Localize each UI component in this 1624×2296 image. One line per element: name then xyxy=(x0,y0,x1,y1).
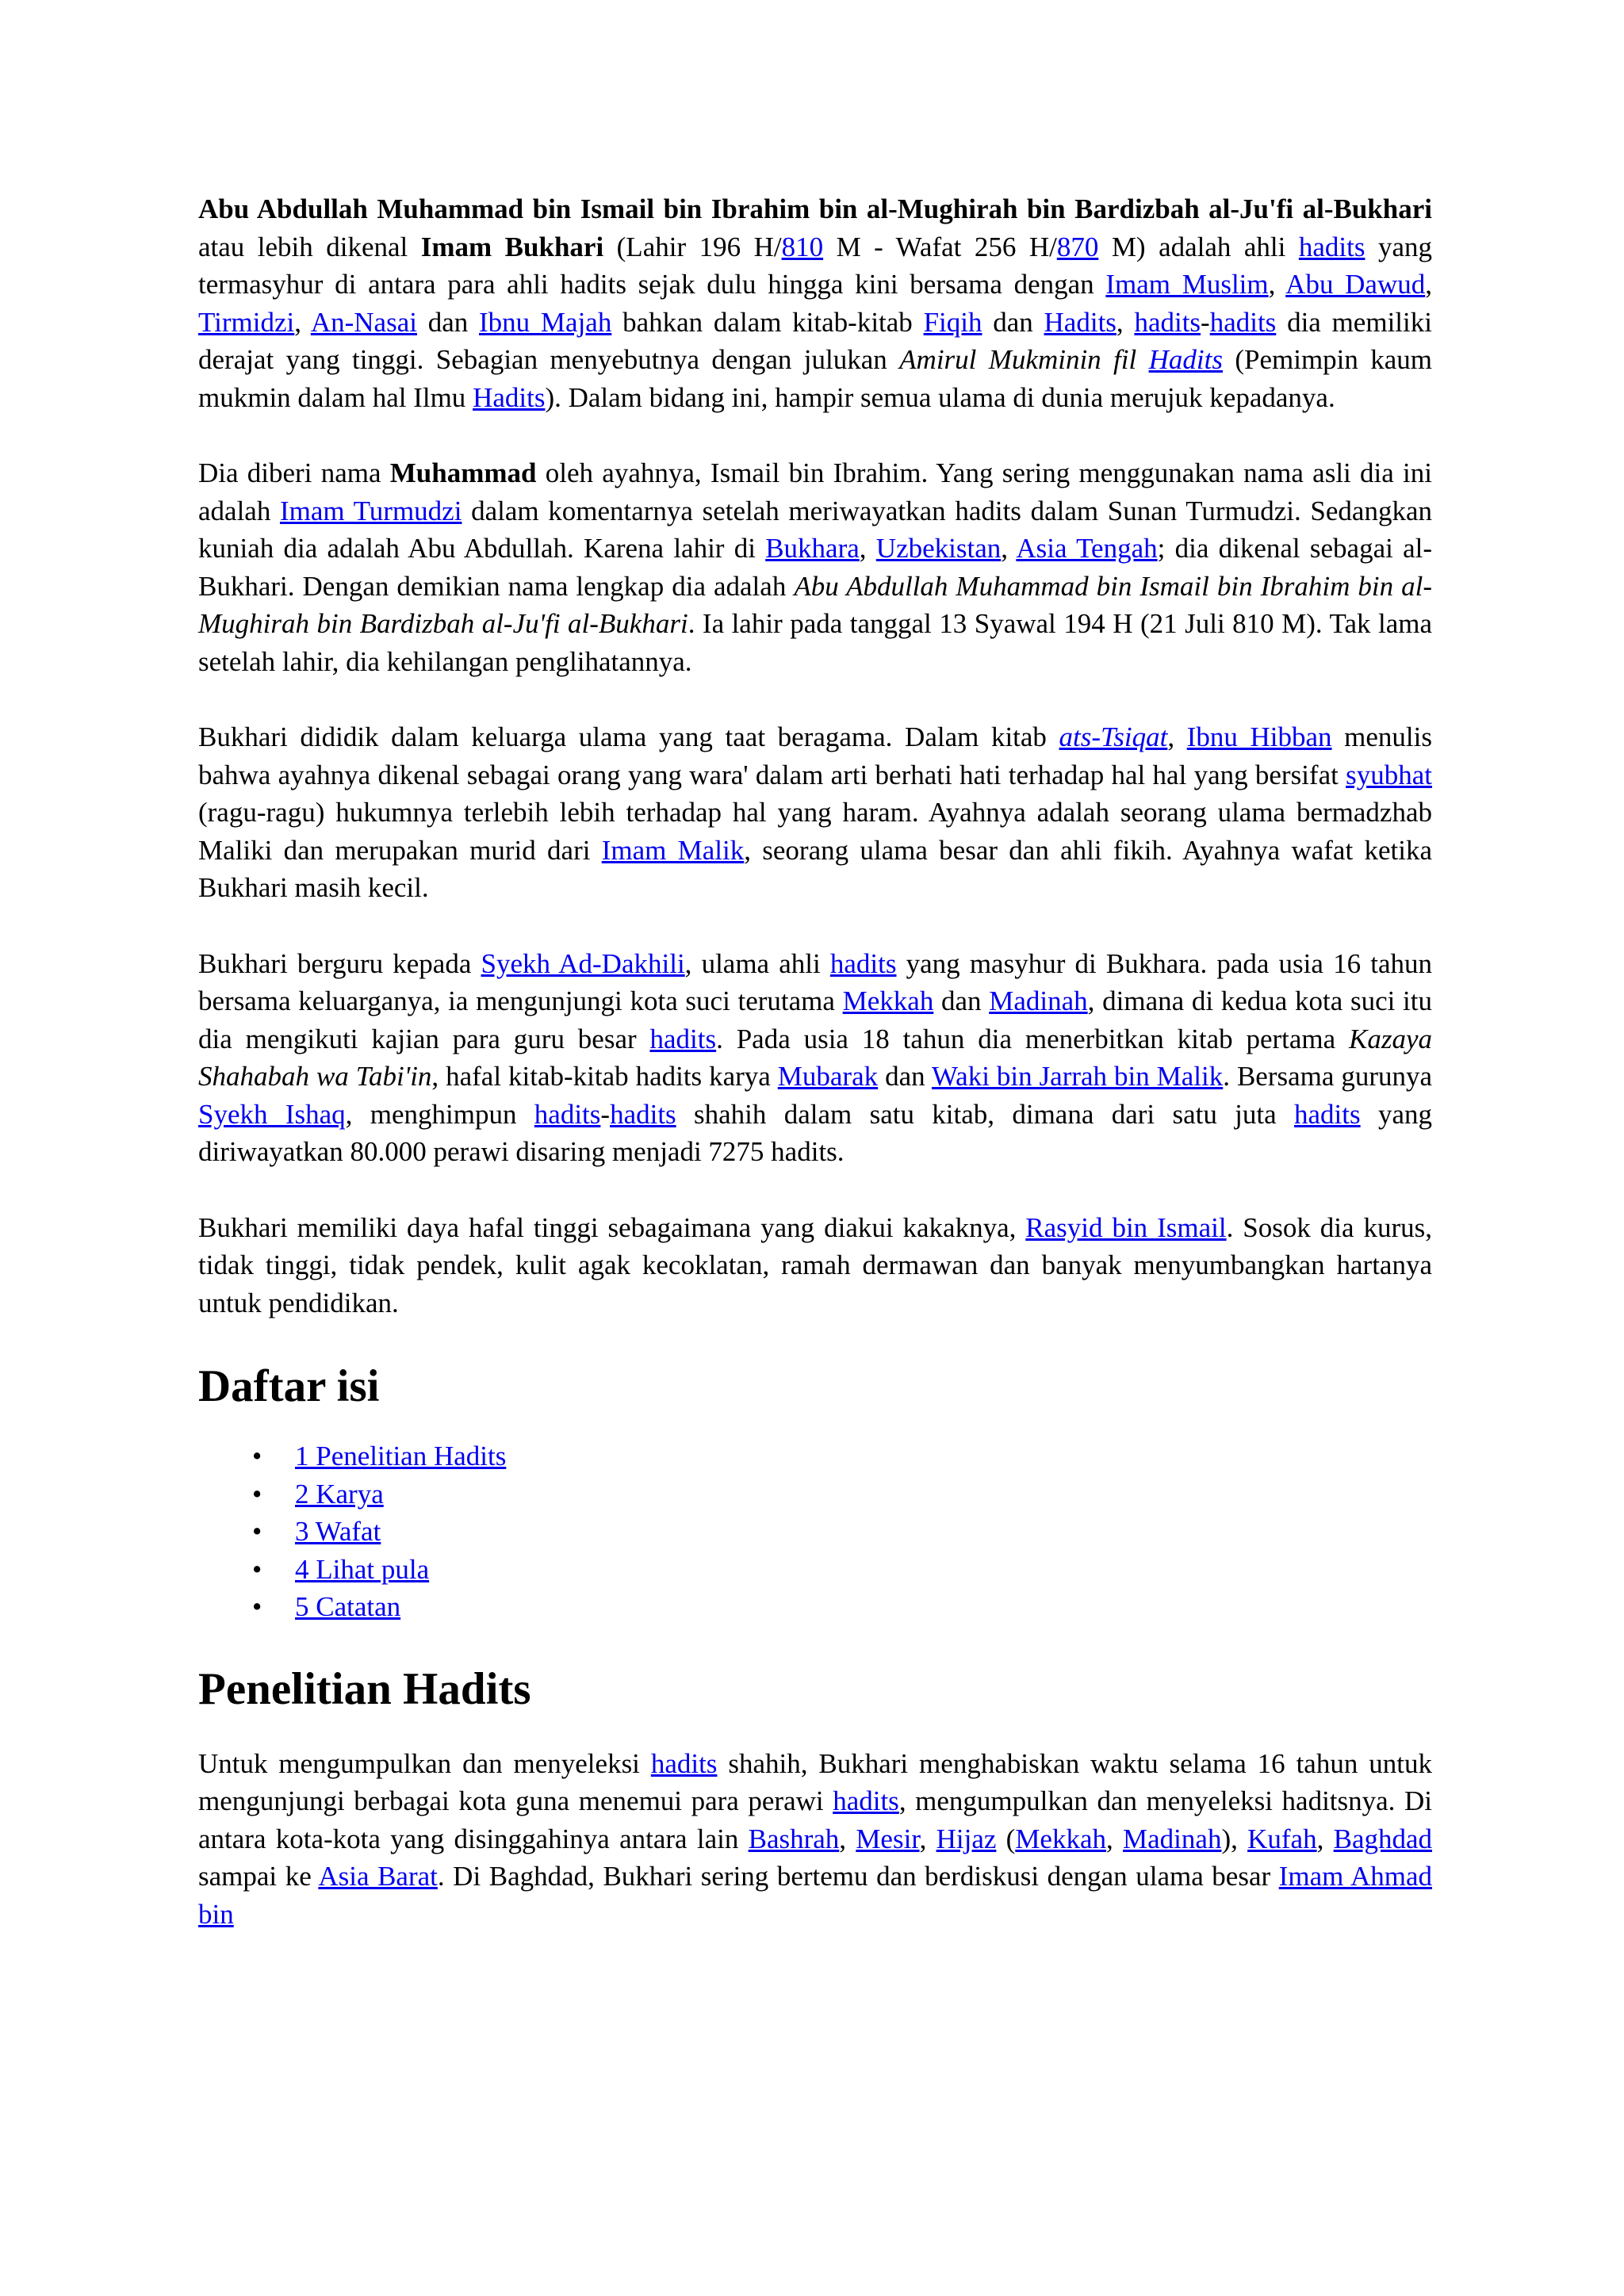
toc-item xyxy=(295,1513,1432,1551)
known-name: Imam Bukhari xyxy=(420,231,604,262)
document-page xyxy=(198,190,1432,1971)
link-ibnu-hibban[interactable]: Ibnu Hibban xyxy=(1186,721,1332,752)
link-hadits[interactable]: Hadits xyxy=(1148,344,1223,375)
link-mekkah[interactable]: Mekkah xyxy=(842,985,934,1016)
link-imam-muslim[interactable]: Imam Muslim xyxy=(1105,269,1269,300)
link-imam-ahmad-bin[interactable]: Imam Ahmad bin xyxy=(198,1861,1432,1930)
link-asia-barat[interactable]: Asia Barat xyxy=(318,1861,438,1892)
toc-link-penelitian-hadits[interactable]: 1 Penelitian Hadits xyxy=(295,1441,507,1471)
link-mekkah[interactable]: Mekkah xyxy=(1015,1823,1107,1854)
toc-list xyxy=(198,1437,1432,1626)
toc-item xyxy=(295,1475,1432,1513)
link-waki-bin-jarrah[interactable]: Waki bin Jarrah bin Malik xyxy=(931,1061,1224,1092)
link-hadits[interactable]: hadits xyxy=(1134,306,1201,338)
toc-link-karya[interactable]: 2 Karya xyxy=(295,1478,384,1510)
research-paragraph: Untuk mengumpulkan dan menyeleksi hadits shahih, Bukhari menghabiskan waktu selama 16 tahun untuk mengunjungi berbagai kota guna menemui para perawi hadits, mengumpulkan dan menyeleksi haditsnya. Di antara kota-kota yang disinggahinya antara lain Bashrah, Mesir, Hijaz (Mekkah, Madinah), Kufah, Baghdad sampai ke Asia Barat. Di Baghdad, Bukhari sering bertemu dan berdiskusi dengan ulama besar Imam Ahmad bin xyxy=(198,1747,1433,1930)
link-mesir[interactable]: Mesir xyxy=(856,1823,920,1854)
link-810[interactable]: 810 xyxy=(781,231,824,262)
link-hadits[interactable]: hadits xyxy=(1294,1098,1361,1130)
toc-item xyxy=(295,1437,1432,1475)
link-syekh-ishaq[interactable]: Syekh Ishaq xyxy=(198,1098,346,1130)
intro-paragraph: Abu Abdullah Muhammad bin Ismail bin Ibrahim bin al-Mughirah bin Bardizbah al-Ju'fi al-Bukhari atau lebih dikenal Imam Bukhari (Lahir 196 H/810 M - Wafat 256 H/870 M) adalah ahli hadits yang termasyhur di antara para ahli hadits sejak dulu hingga kini bersama dengan Imam Muslim, Abu Dawud, Tirmidzi, An-Nasai dan Ibnu Majah bahkan dalam kitab-kitab Fiqih dan Hadits, hadits-hadits dia memiliki derajat yang tinggi. Sebagian menyebutnya dengan julukan Amirul Mukminin fil Hadits (Pemimpin kaum mukmin dalam hal Ilmu Hadits). Dalam bidang ini, hampir semua ulama di dunia merujuk kepadanya. xyxy=(198,193,1433,413)
toc-link-wafat[interactable]: 3 Wafat xyxy=(295,1516,381,1547)
toc-item xyxy=(295,1588,1432,1626)
link-uzbekistan[interactable]: Uzbekistan xyxy=(875,533,1002,564)
link-hadits[interactable]: hadits xyxy=(534,1098,601,1130)
link-bukhara[interactable]: Bukhara xyxy=(765,533,860,564)
link-hadits[interactable]: hadits xyxy=(649,1023,717,1054)
link-syubhat[interactable]: syubhat xyxy=(1346,759,1432,790)
link-ats-tsiqat[interactable]: ats-Tsiqat xyxy=(1059,721,1168,752)
link-870[interactable]: 870 xyxy=(1056,231,1099,262)
link-baghdad[interactable]: Baghdad xyxy=(1333,1823,1433,1854)
link-syekh-ad-dakhili[interactable]: Syekh Ad-Dakhili xyxy=(481,947,685,979)
link-asia-tengah[interactable]: Asia Tengah xyxy=(1016,533,1158,564)
family-paragraph: Bukhari dididik dalam keluarga ulama yang taat beragama. Dalam kitab ats-Tsiqat, Ibnu Hibban menulis bahwa ayahnya dikenal sebagai orang yang wara' dalam arti berhati hati terhadap hal hal yang bersifat syubhat (ragu-ragu) hukumnya terlebih lebih terhadap hal yang haram. Ayahnya adalah seorang ulama bermadzhab Maliki dan merupakan murid dari Imam Malik, seorang ulama besar dan ahli fikih. Ayahnya wafat ketika Bukhari masih kecil. xyxy=(198,721,1433,903)
link-abu-dawud[interactable]: Abu Dawud xyxy=(1285,269,1426,300)
link-fiqih[interactable]: Fiqih xyxy=(923,306,982,338)
link-ibnu-majah[interactable]: Ibnu Majah xyxy=(479,306,612,338)
link-mubarak[interactable]: Mubarak xyxy=(777,1061,879,1092)
link-hadits[interactable]: Hadits xyxy=(1044,306,1116,338)
toc-title: Daftar isi xyxy=(198,1361,380,1411)
toc-link-catatan[interactable]: 5 Catatan xyxy=(295,1591,401,1622)
link-bashrah[interactable]: Bashrah xyxy=(748,1823,840,1854)
toc-item xyxy=(295,1551,1432,1589)
link-hadits[interactable]: hadits xyxy=(833,1785,899,1816)
name-paragraph: Dia diberi nama Muhammad oleh ayahnya, Ismail bin Ibrahim. Yang sering menggunakan nama asli dia ini adalah Imam Turmudzi dalam komentarnya setelah meriwayatkan hadits dalam Sunan Turmudzi. Sedangkan kuniah dia adalah Abu Abdullah. Karena lahir di Bukhara, Uzbekistan, Asia Tengah; dia dikenal sebagai al-Bukhari. Dengan demikian nama lengkap dia adalah Abu Abdullah Muhammad bin Ismail bin Ibrahim bin al-Mughirah bin Bardizbah al-Ju'fi al-Bukhari. Ia lahir pada tanggal 13 Syawal 194 H (21 Juli 810 M). Tak lama setelah lahir, dia kehilangan penglihatannya. xyxy=(198,457,1433,677)
section-title-penelitian-hadits: Penelitian Hadits xyxy=(198,1663,531,1714)
link-rasyid-bin-ismail[interactable]: Rasyid bin Ismail xyxy=(1025,1211,1227,1243)
link-hadits[interactable]: hadits xyxy=(610,1098,676,1130)
full-name: Abu Abdullah Muhammad bin Ismail bin Ibrahim bin al-Mughirah bin Bardizbah al-Ju'fi al-Bukhari xyxy=(198,193,1432,224)
link-hadits[interactable]: hadits xyxy=(650,1747,718,1779)
link-hadits[interactable]: hadits xyxy=(1209,306,1277,338)
link-hadits[interactable]: hadits xyxy=(1298,231,1365,262)
link-madinah[interactable]: Madinah xyxy=(1123,1823,1222,1854)
link-kufah[interactable]: Kufah xyxy=(1247,1823,1317,1854)
link-imam-turmudzi[interactable]: Imam Turmudzi xyxy=(279,495,462,526)
character-paragraph: Bukhari memiliki daya hafal tinggi sebagaimana yang diakui kakaknya, Rasyid bin Ismail. Sosok dia kurus, tidak tinggi, tidak pendek, kulit agak kecoklatan, ramah dermawan dan banyak menyumbangkan hartanya untuk pendidikan. xyxy=(198,1211,1432,1318)
link-madinah[interactable]: Madinah xyxy=(989,985,1088,1016)
link-an-nasai[interactable]: An-Nasai xyxy=(310,306,417,338)
link-hadits[interactable]: hadits xyxy=(829,947,897,979)
link-tirmidzi[interactable]: Tirmidzi xyxy=(198,306,295,338)
toc-link-lihat-pula[interactable]: 4 Lihat pula xyxy=(295,1553,430,1585)
link-hadits[interactable]: Hadits xyxy=(473,381,546,413)
link-imam-malik[interactable]: Imam Malik xyxy=(601,834,745,866)
teachers-paragraph: Bukhari berguru kepada Syekh Ad-Dakhili, ulama ahli hadits yang masyhur di Bukhara. pada usia 16 tahun bersama keluarganya, ia mengunjungi kota suci terutama Mekkah dan Madinah, dimana di kedua kota suci itu dia mengikuti kajian para guru besar hadits. Pada usia 18 tahun dia menerbitkan kitab pertama Kazaya Shahabah wa Tabi'in, hafal kitab-kitab hadits karya Mubarak dan Waki bin Jarrah bin Malik. Bersama gurunya Syekh Ishaq, menghimpun hadits-hadits shahih dalam satu kitab, dimana dari satu juta hadits yang diriwayatkan 80.000 perawi disaring menjadi 7275 hadits. xyxy=(198,947,1433,1167)
link-hijaz[interactable]: Hijaz xyxy=(936,1823,997,1854)
